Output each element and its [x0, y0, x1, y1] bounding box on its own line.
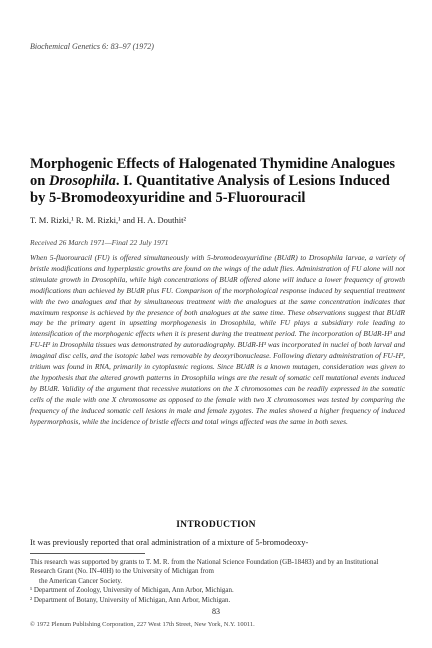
- author-list: T. M. Rizki,¹ R. M. Rizki,¹ and H. A. Douthit²: [30, 215, 187, 225]
- abstract: When 5-fluorouracil (FU) is offered simultaneously with 5-bromodeoxyuridine (BUdR) to Drosophila larvae, a variety of bristle modifications and hyperplastic growths are found on the wings of the adult flies. Administration of FU alone will not stimulate growth in Drosophila, while high concentrations of BUdR offered alone will induce a lower frequency of growth modifications than achieved by BUdR plus FU. Comparison of the morphological response induced by sequential treatment with the two analogues and that by simultaneous treatment with the analogues at the same concentration indicates that maximum response is achieved by the presence of both analogues at the same time. These observations suggest that BUdR may be the primary agent in upsetting morphogenesis in Drosophila, while FU plays a subsidiary role leading to intensification of the morphogenic effects when it is present during the treatment period. The incorporation of BUdR-H³ and FU-H³ in Drosophila tissues was demonstrated by autoradiography. BUdR-H³ was incorporated in nuclei of both larval and imaginal disc cells, and the isotopic label was removable by deoxyribonuclease. Following dietary administration of FU-H³, tritium was found in RNA, primarily in cytoplasmic regions. Since BUdR is a known mutagen, consideration was given to the hypothesis that the altered growth patterns in Drosophila wings are the result of somatic cell mutational events induced by BUdR. Validity of the argument that recessive mutations on the X chromosomes can be readily expressed in the somatic cells of the male with one X chromosome as opposed to the female with two X chromosomes was tested by comparing the frequency of the induced somatic cell lesions in male and female zygotes. The males showed a higher frequency of induced hypermorphosis, while the incidence of bristle effects and total wings affected was the same in both sexes.: [30, 253, 405, 426]
- title-species: Drosophila: [48, 173, 116, 189]
- footnotes: [30, 558, 405, 605]
- title-part-1: Morphogenic Effects of Halogenated Thymidine Analogues on: [30, 156, 396, 189]
- footnote: the American Cancer Society.: [39, 576, 123, 585]
- title-part-2: . I. Quantitative Analysis of Lesions Induced by 5-Bromodeoxyuridine and 5-Fluorouracil: [30, 173, 390, 206]
- footnote: This research was supported by grants to T. M. R. from the National Science Foundation (GB-18483) and by an Institutional Research Grant (No. IN-40H) to the University of Michigan from: [30, 558, 379, 576]
- article-title: [30, 156, 402, 207]
- section-heading-introduction: INTRODUCTION: [176, 520, 256, 530]
- copyright-notice: © 1972 Plenum Publishing Corporation, 227 West 17th Street, New York, N.Y. 10011.: [30, 621, 255, 628]
- footnote: ¹ Department of Zoology, University of Michigan, Ann Arbor, Michigan.: [30, 586, 234, 595]
- introduction-text: It was previously reported that oral administration of a mixture of 5-bromodeoxy-: [30, 537, 309, 547]
- footnote-divider: [30, 553, 145, 554]
- footnote: ² Department of Botany, University of Michigan, Ann Arbor, Michigan.: [30, 595, 231, 604]
- journal-citation: Biochemical Genetics 6: 83–97 (1972): [30, 42, 154, 51]
- received-dates: Received 26 March 1971—Final 22 July 1971: [30, 238, 169, 247]
- page-number: 83: [212, 607, 220, 616]
